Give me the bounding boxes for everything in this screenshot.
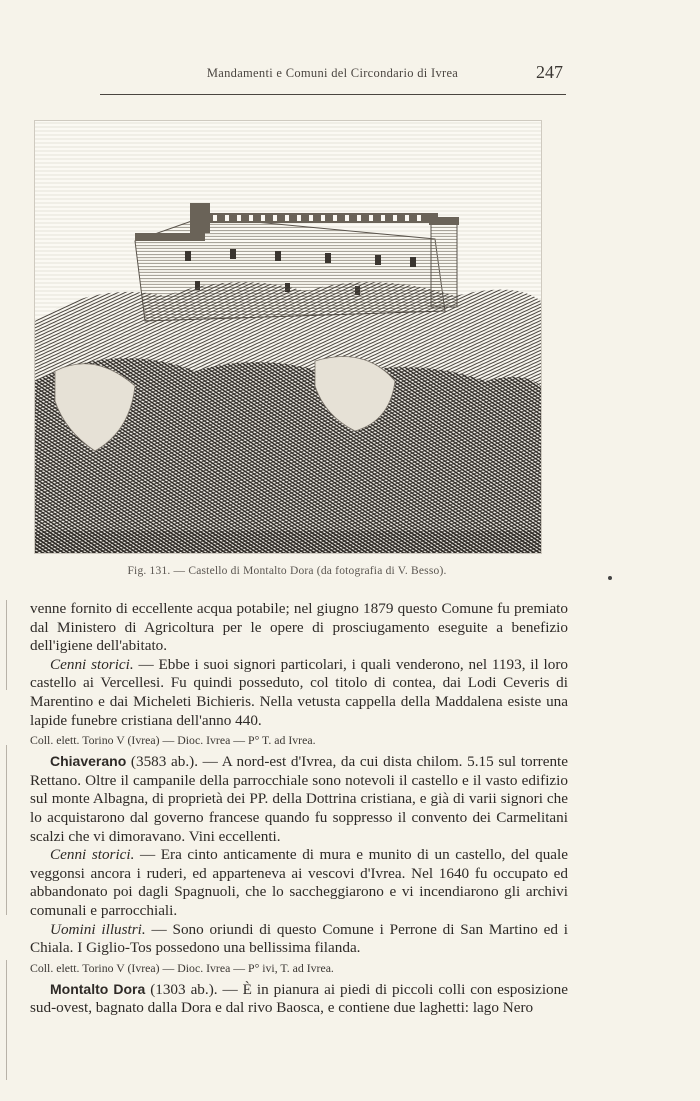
margin-line: [6, 600, 7, 690]
entry-name: Chiaverano: [50, 753, 127, 770]
collegio-line: Coll. elett. Torino V (Ivrea) — Dioc. Ivrea — P° ivi, T. ad Ivrea.: [30, 960, 334, 975]
paragraph: Chiaverano (3583 ab.). — A nord-est d'Ivrea, da cui dista chilom. 5.15 sul torrente Rettano. Oltre il campanile della parrocchiale sono notevoli il castello e il vasto edifizio sul monte Albagna, di proprietà dei PP. della Dottrina cristiana, e già di varii signori che lo acquistarono dal governo francese quando fu soppresso il convento dei Carmelitani scalzi che vi dimoravano. Vini eccellenti.: [30, 753, 568, 845]
entry-name: Montalto Dora: [50, 980, 146, 997]
margin-line: [6, 960, 7, 1080]
body-text: [30, 600, 568, 1018]
castle-illustration: [35, 121, 541, 553]
page-header: [100, 62, 565, 92]
paragraph: venne fornito di eccellente acqua potabile; nel giugno 1879 questo Comune fu premiato dal Ministero di Agricoltura per le opere di prosciugamento eseguite a benefizio dell'igiene dell'abitato.: [30, 600, 568, 655]
paragraph: Montalto Dora (1303 ab.). — È in pianura ai piedi di piccoli colli con esposizione sud-ovest, bagnato dalla Dora e dal rivo Baosca, e contiene due laghetti: lago Nero: [30, 980, 568, 1017]
section-label: Cenni storici.: [50, 846, 135, 864]
collegio-line: Coll. elett. Torino V (Ivrea) — Dioc. Ivrea — P° T. ad Ivrea.: [30, 733, 316, 748]
page-number: 247: [536, 62, 563, 82]
header-rule: [100, 94, 566, 95]
running-title: Mandamenti e Comuni del Circondario di Ivrea: [206, 66, 459, 80]
paragraph: Cenni storici. — Era cinto anticamente di mura e munito di un castello, del quale veggonsi ancora i ruderi, ed apparteneva ai vescovi d'Ivrea. Nel 1640 fu occupato ed abbandonato poi dagli Spagnuoli, che lo saccheggiarono e vi incendiarono gli archivi comunali e parrocchiali.: [30, 846, 569, 919]
figure-caption: Fig. 131. — Castello di Montalto Dora (da fotografia di V. Besso).: [127, 565, 447, 577]
section-label: Cenni storici.: [50, 655, 134, 673]
castle-engraving: [34, 120, 542, 554]
section-label: Uomini illustri.: [50, 920, 146, 938]
page-speck: [608, 576, 612, 580]
paragraph: Uomini illustri. — Sono oriundi di questo Comune i Perrone di San Martino ed i Chiala. I Giglio-Tos possedono una bellissima filanda.: [30, 920, 568, 957]
paragraph: Cenni storici. — Ebbe i suoi signori particolari, i quali venderono, nel 1193, il loro castello ai Vercellesi. Fu quindi posseduto, col titolo di contea, dai Lodi Ceveris di Marentino e dai Micheleti Bichieris. Nella vetusta cappella della Maddalena esiste una lapide funebre cristiana dell'anno 440.: [30, 655, 569, 729]
margin-line: [6, 745, 7, 915]
